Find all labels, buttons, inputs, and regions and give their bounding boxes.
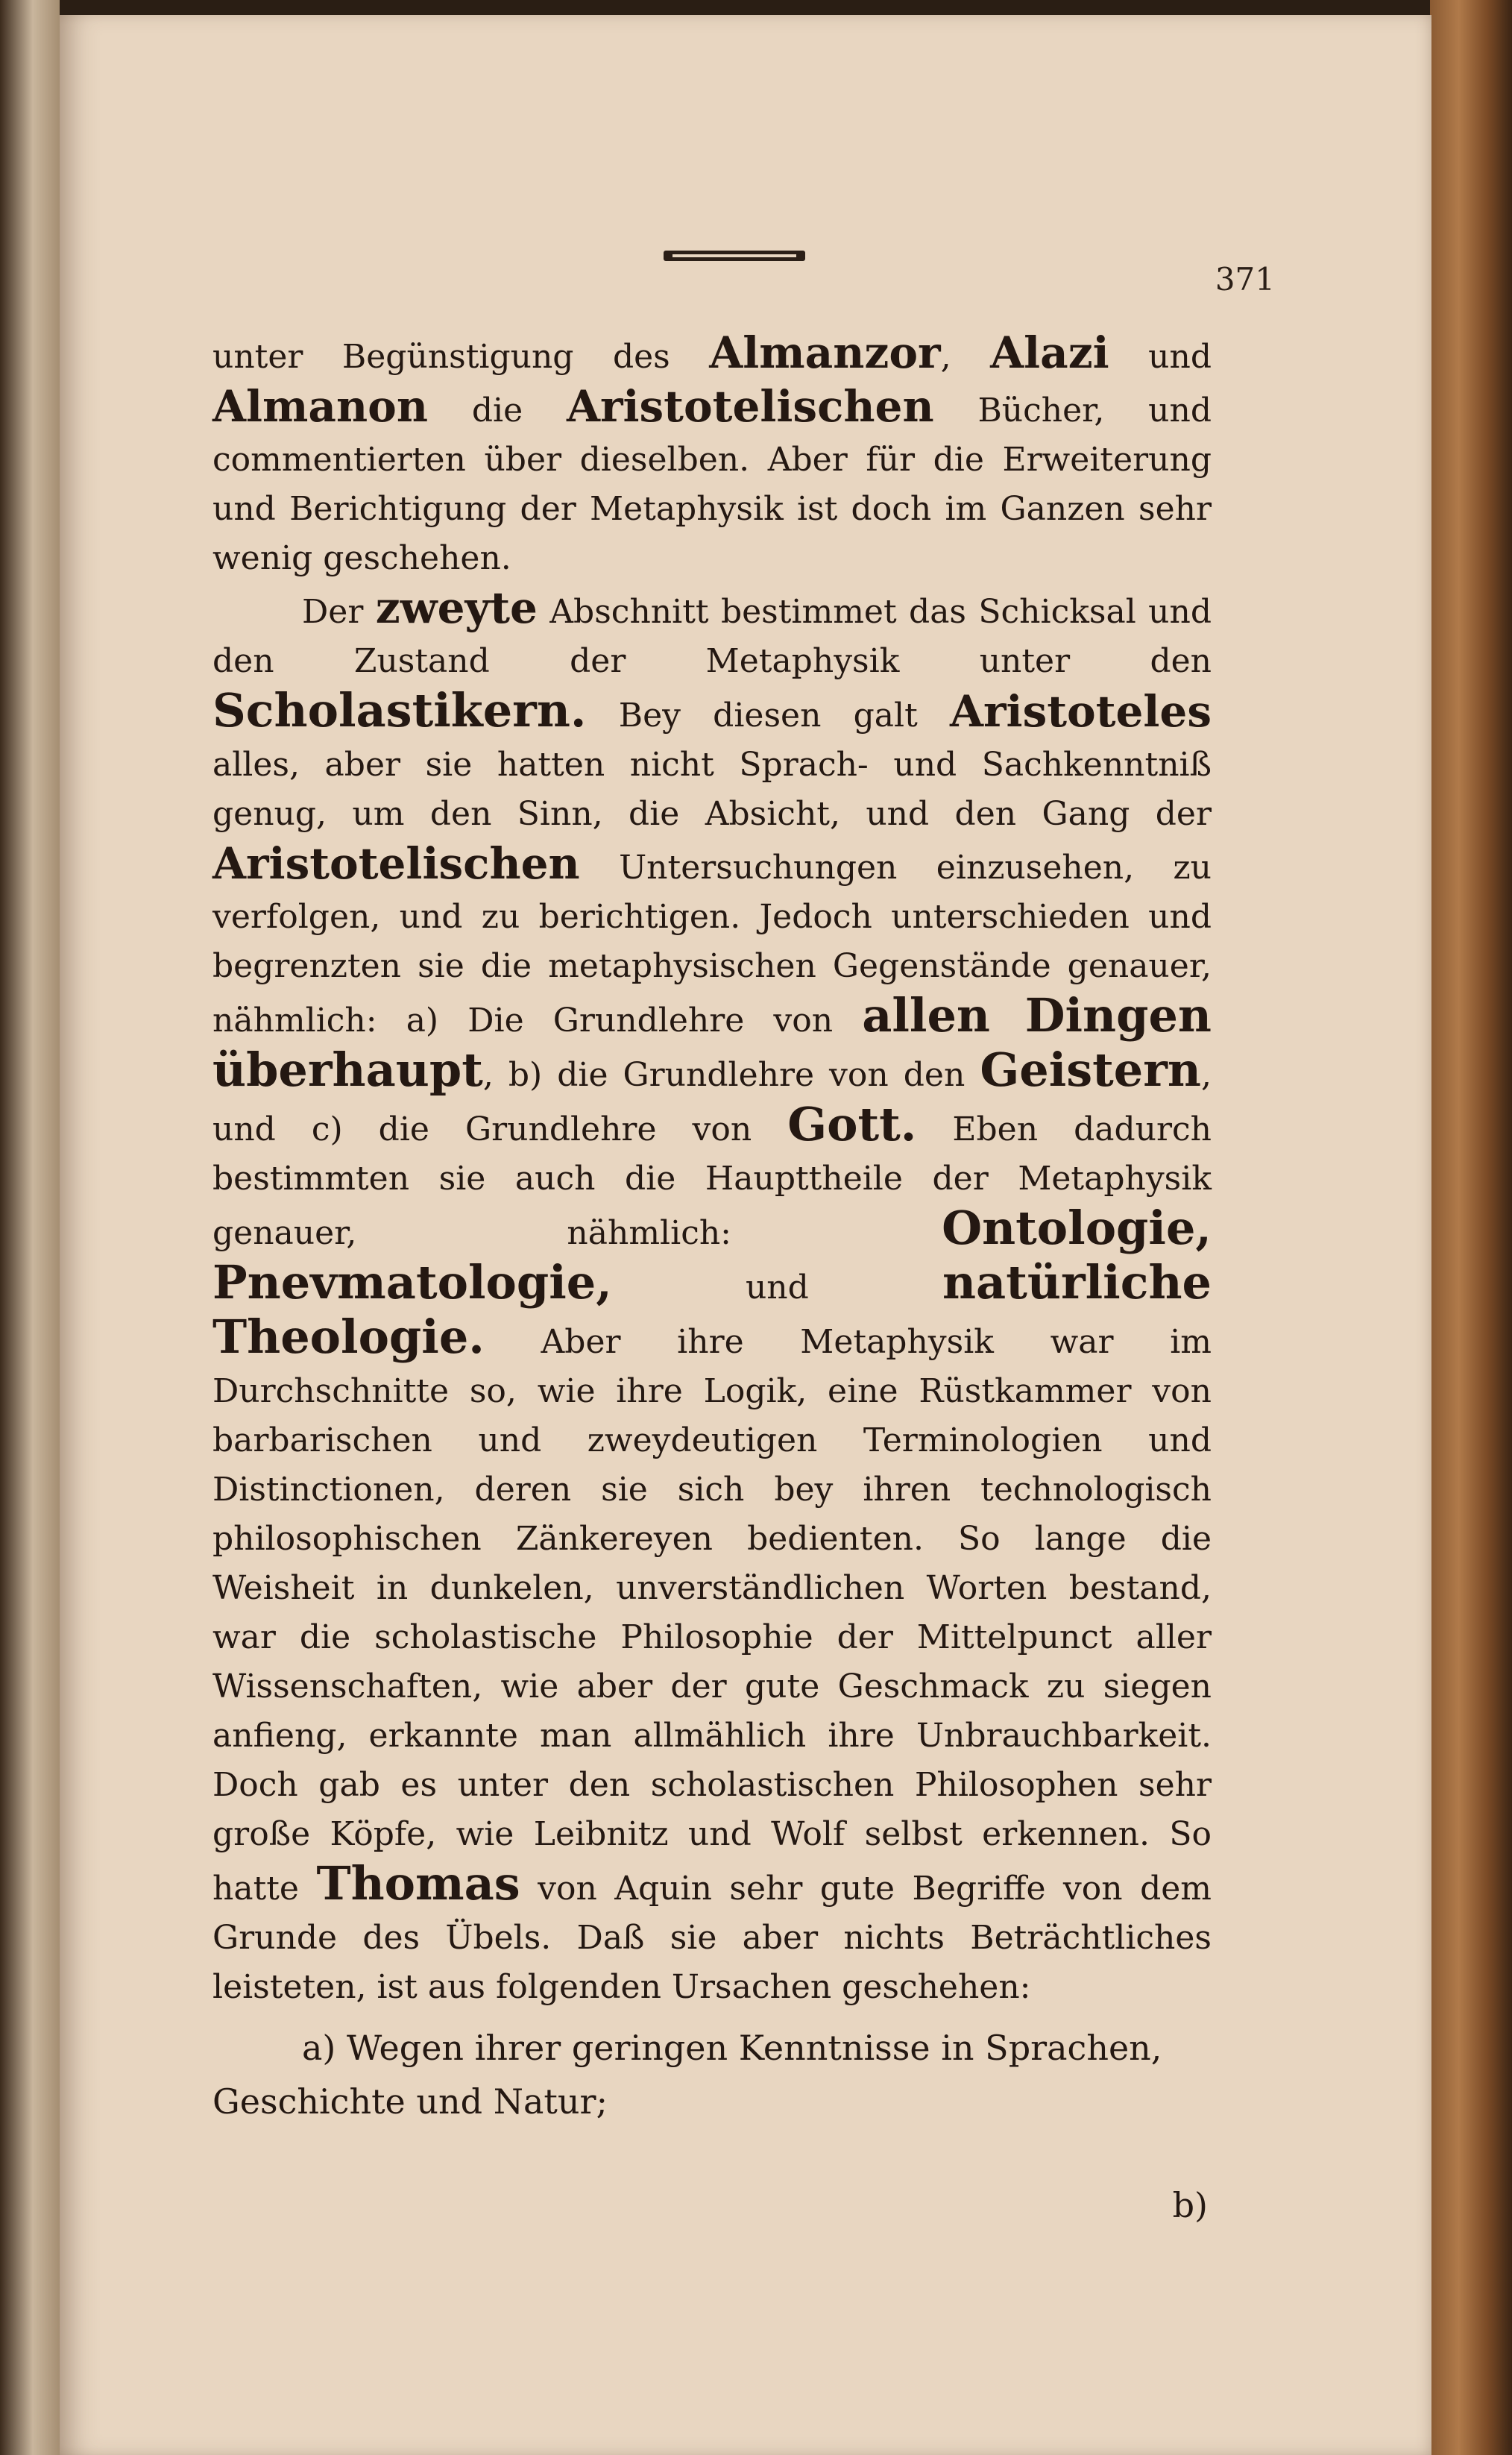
page-number: 371	[1215, 261, 1275, 298]
paragraph-2: Der zweyte Abschnitt bestimmet das Schicksal und den Zustand der Metaphysik unter den Scholastikern. Bey diesen galt Aristoteles alles, aber sie hatten nicht Sprach- und Sachkenntniß genug, um den Sinn, die Absicht, und den Gang der Aristotelischen Untersuchungen einzusehen, zu verfolgen, und zu berichtigen. Jedoch unterschieden und begrenzten sie die metaphysischen Gegenstände genauer, nähmlich: a) Die Grundlehre von allen Dingen überhaupt, b) die Grundlehre von den Geistern, und c) die Grundlehre von Gott. Eben dadurch bestimmten sie auch die Haupttheile der Metaphysik genauer, nähmlich: Ontologie, Pnevmatologie, und natürliche Theologie. Aber ihre Metaphysik war im Durchschnitte so, wie ihre Logik, eine Rüstkammer von barbarischen und zweydeutigen Terminologien und Distinctionen, deren sie sich bey ihren technologisch philosophischen Zänkereyen bedienten. So lange die Weisheit in dunkelen, unverständlichen Worten bestand, war die scholastische Philosophie der Mittelpunct aller Wissenschaften, wie aber der gute Geschmack zu siegen anfieng, erkannte man allmählich ihre Unbrauchbarkeit. Doch gab es unter den scholastischen Philosophen sehr große Köpfe, wie Leibnitz und Wolf selbst erkennen. So hatte Thomas von Aquin sehr gute Begriffe von dem Grunde des Übels. Daß sie aber nichts Beträchtliches leisteten, ist aus folgenden Ursachen geschehen:	[212, 582, 1212, 2006]
paragraph-1: unter Begünstigung des Almanzor, Alazi und Almanon die Aristotelischen Bücher, und commentierten über dieselben. Aber für die Erweiterung und Berichtigung der Metaphysik ist doch im Ganzen sehr wenig geschehen.	[212, 327, 1212, 577]
facing-page-edge	[0, 0, 60, 2455]
book-binding	[1430, 0, 1512, 2455]
catchword: b)	[1172, 2185, 1208, 2225]
header-ornament	[664, 248, 805, 264]
main-text	[212, 328, 1212, 2012]
list-item-a: a) Wegen ihrer geringen Kenntnisse in Sprachen, Geschichte und Natur;	[212, 2028, 1162, 2122]
